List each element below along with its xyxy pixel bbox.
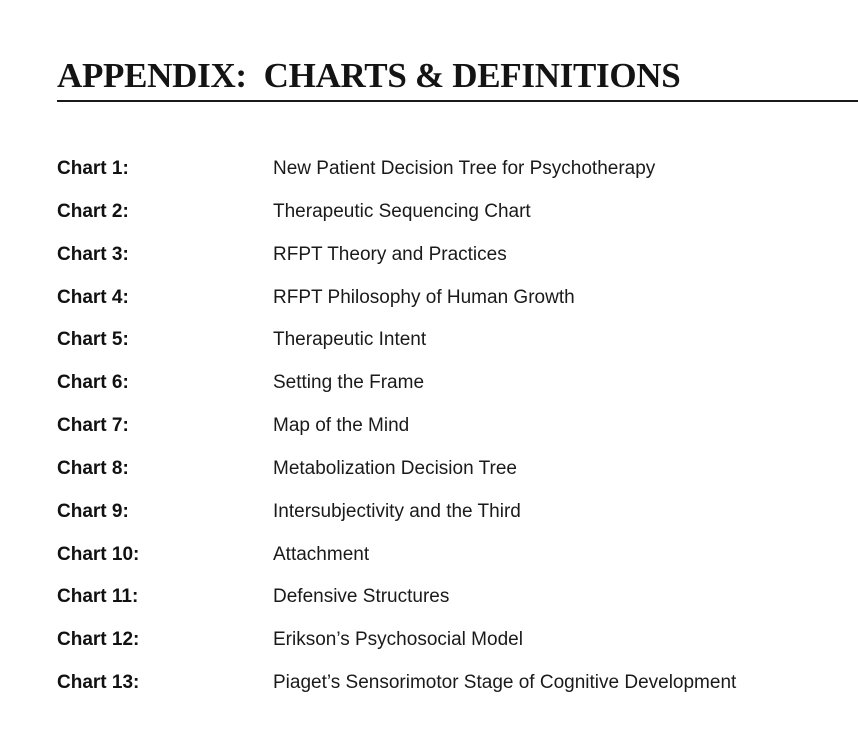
chart-title: Therapeutic Sequencing Chart bbox=[273, 200, 531, 222]
chart-row bbox=[57, 155, 847, 198]
chart-row bbox=[57, 369, 847, 412]
chart-list bbox=[57, 155, 847, 712]
chart-title: Therapeutic Intent bbox=[273, 329, 427, 351]
chart-label: Chart 12: bbox=[57, 629, 140, 651]
chart-label: Chart 10: bbox=[57, 543, 140, 565]
chart-title: Map of the Mind bbox=[273, 415, 410, 437]
chart-label: Chart 13: bbox=[57, 672, 140, 694]
chart-title: Erikson’s Psychosocial Model bbox=[273, 629, 523, 651]
chart-title: RFPT Theory and Practices bbox=[273, 243, 507, 265]
chart-label: Chart 5: bbox=[57, 329, 129, 351]
chart-row bbox=[57, 284, 847, 327]
chart-title: Intersubjectivity and the Third bbox=[273, 500, 521, 522]
chart-title: Piaget’s Sensorimotor Stage of Cognitive Development bbox=[273, 672, 737, 694]
chart-row bbox=[57, 455, 847, 498]
chart-row bbox=[57, 626, 847, 669]
chart-row bbox=[57, 541, 847, 584]
chart-title: RFPT Philosophy of Human Growth bbox=[273, 286, 575, 308]
chart-row bbox=[57, 241, 847, 284]
chart-row bbox=[57, 198, 847, 241]
chart-row bbox=[57, 669, 847, 712]
chart-label: Chart 7: bbox=[57, 415, 129, 437]
chart-label: Chart 1: bbox=[57, 158, 129, 179]
chart-label: Chart 3: bbox=[57, 243, 129, 265]
chart-row bbox=[57, 412, 847, 455]
chart-label: Chart 8: bbox=[57, 457, 129, 479]
chart-label: Chart 6: bbox=[57, 372, 129, 394]
chart-label: Chart 9: bbox=[57, 500, 129, 522]
chart-row bbox=[57, 326, 847, 369]
chart-label: Chart 11: bbox=[57, 586, 139, 608]
chart-row bbox=[57, 498, 847, 541]
heading-rule bbox=[57, 100, 858, 102]
chart-row bbox=[57, 583, 847, 626]
chart-title: Defensive Structures bbox=[273, 586, 450, 608]
chart-title: Attachment bbox=[273, 543, 370, 565]
chart-title: Setting the Frame bbox=[273, 372, 425, 394]
chart-title: New Patient Decision Tree for Psychotherapy bbox=[273, 158, 656, 179]
chart-label: Chart 4: bbox=[57, 286, 129, 308]
chart-label: Chart 2: bbox=[57, 200, 129, 222]
chart-title: Metabolization Decision Tree bbox=[273, 457, 517, 479]
page-heading: APPENDIX: CHARTS & DEFINITIONS bbox=[57, 56, 681, 95]
